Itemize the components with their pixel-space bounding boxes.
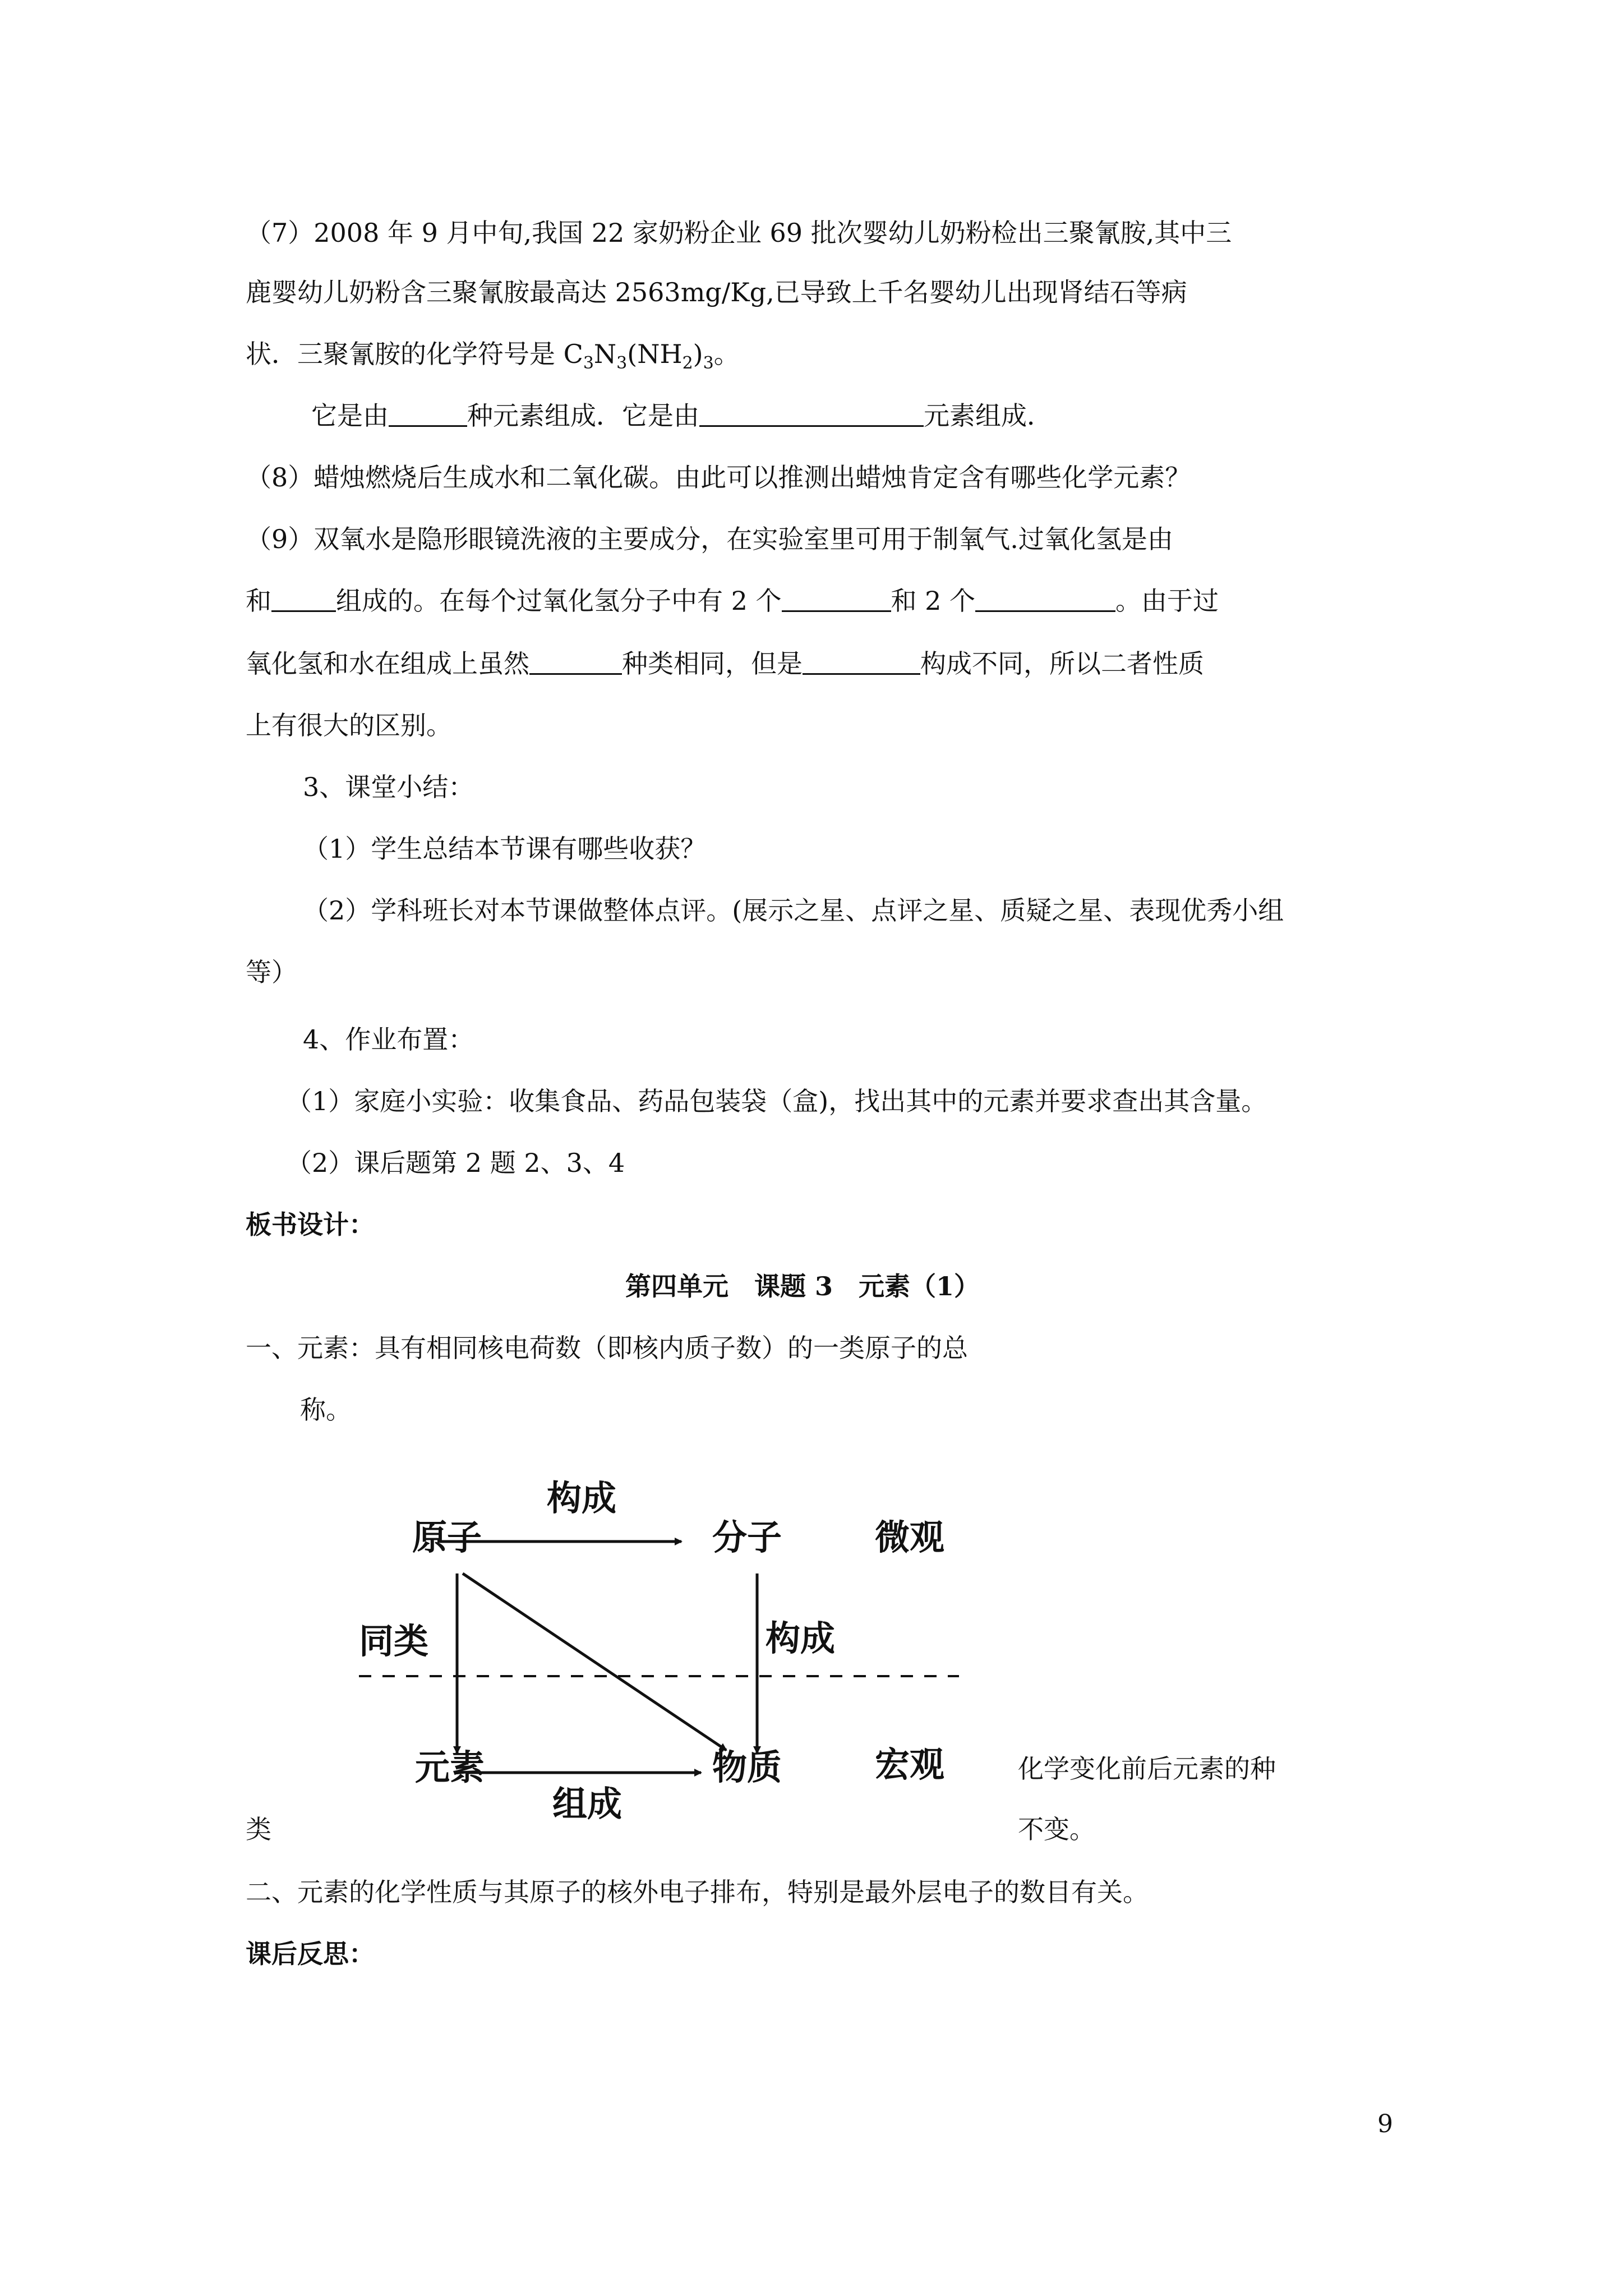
diagram-compose-top: 构成 bbox=[547, 1478, 617, 1519]
q8-text: （8）蜡烛燃烧后生成水和二氧化碳。由此可以推测出蜡烛肯定含有哪些化学元素？ bbox=[246, 462, 1191, 493]
formula-part: (NH bbox=[627, 339, 683, 369]
board-point-2: 二、元素的化学性质与其原子的核外电子排布，特别是最外层电子的数目有关。 bbox=[246, 1877, 1149, 1907]
formula-part: N bbox=[593, 339, 617, 369]
formula-sub: 3 bbox=[583, 353, 594, 373]
homework-heading: 4、作业布置： bbox=[303, 1024, 474, 1055]
diagram-macro: 宏观 bbox=[875, 1744, 945, 1785]
diagram-atom: 原子 bbox=[412, 1517, 482, 1558]
board-definition-2: 称。 bbox=[300, 1395, 352, 1425]
board-side-note-2: 不变。 bbox=[1018, 1814, 1095, 1844]
answer-blank[interactable] bbox=[699, 404, 924, 427]
fill-text: 构成不同，所以二者性质 bbox=[920, 648, 1204, 679]
diagram-compose-right: 构成 bbox=[766, 1618, 836, 1659]
answer-blank[interactable] bbox=[803, 652, 920, 675]
q9-line-1: （9）双氧水是隐形眼镜洗液的主要成分，在实验室里可用于制氧气.过氧化氢是由 bbox=[246, 524, 1173, 554]
fill-text: 和 2 个 bbox=[891, 586, 976, 616]
q9-line-3 bbox=[246, 648, 1204, 679]
formula-end: 。 bbox=[713, 339, 740, 369]
q9-line-2 bbox=[246, 588, 1219, 614]
diagram-molecule: 分子 bbox=[712, 1517, 782, 1558]
board-side-note-left: 类 bbox=[246, 1814, 271, 1844]
board-design-label: 板书设计： bbox=[246, 1209, 375, 1240]
answer-blank[interactable] bbox=[271, 589, 336, 612]
q7-fill-line bbox=[311, 403, 1053, 429]
fill-text: 种元素组成．它是由 bbox=[467, 401, 699, 431]
homework-item-1: （1）家庭小实验：收集食品、药品包装袋（盒)，找出其中的元素并要求查出其含量。 bbox=[286, 1086, 1267, 1116]
q7-line-2: 鹿婴幼儿奶粉含三聚氰胺最高达 2563mg/Kg,已导致上千名婴幼儿出现肾结石等病 bbox=[246, 277, 1187, 307]
q7-line-3 bbox=[246, 341, 740, 372]
homework-item-2: （2）课后题第 2 题 2、3、4 bbox=[286, 1148, 625, 1178]
q9-line-4: 上有很大的区别。 bbox=[246, 710, 452, 740]
board-title: 第四单元 课题 3 元素（1） bbox=[625, 1271, 980, 1301]
fill-text: 种类相同，但是 bbox=[622, 648, 803, 679]
fill-text: 和 bbox=[246, 586, 271, 616]
fill-text: 氧化氢和水在组成上虽然 bbox=[246, 648, 529, 679]
fill-text: 元素组成． bbox=[924, 401, 1053, 431]
summary-item-2: （2）学科班长对本节课做整体点评。(展示之星、点评之星、质疑之星、表现优秀小组 bbox=[303, 895, 1284, 926]
arrow-atom-to-substance bbox=[463, 1573, 726, 1750]
diagram-substance: 物质 bbox=[712, 1747, 782, 1788]
fill-text: 。由于过 bbox=[1115, 586, 1219, 616]
q7-line-1: （7）2008 年 9 月中旬,我国 22 家奶粉企业 69 批次婴幼儿奶粉检出三聚氰胺,其中三 bbox=[246, 218, 1232, 248]
fill-text: 组成的。在每个过氧化氢分子中有 2 个 bbox=[336, 586, 782, 616]
page-number: 9 bbox=[1377, 2110, 1393, 2138]
formula-sub: 3 bbox=[703, 353, 714, 373]
element-concept-diagram bbox=[342, 1478, 993, 1829]
q7-formula-prefix: 状．三聚氰胺的化学符号是 C bbox=[246, 339, 583, 369]
formula-part: ) bbox=[693, 339, 703, 369]
formula-sub: 3 bbox=[616, 353, 628, 373]
diagram-element: 元素 bbox=[415, 1747, 485, 1788]
diagram-same-kind: 同类 bbox=[359, 1621, 429, 1662]
answer-blank[interactable] bbox=[782, 589, 891, 612]
formula-sub: 2 bbox=[682, 353, 693, 373]
answer-blank[interactable] bbox=[529, 652, 622, 675]
diagram-make-up: 组成 bbox=[552, 1783, 623, 1824]
board-definition-1: 一、元素：具有相同核电荷数（即核内质子数）的一类原子的总 bbox=[246, 1333, 968, 1363]
board-side-note-1: 化学变化前后元素的种 bbox=[1018, 1754, 1276, 1784]
summary-item-1: （1）学生总结本节课有哪些收获？ bbox=[303, 834, 707, 864]
reflection-label: 课后反思： bbox=[246, 1939, 375, 1969]
answer-blank[interactable] bbox=[975, 589, 1115, 612]
summary-item-2-cont: 等） bbox=[246, 957, 297, 987]
answer-blank[interactable] bbox=[389, 404, 467, 427]
summary-heading: 3、课堂小结： bbox=[303, 772, 474, 802]
fill-text: 它是由 bbox=[311, 401, 389, 431]
diagram-micro: 微观 bbox=[875, 1517, 945, 1558]
